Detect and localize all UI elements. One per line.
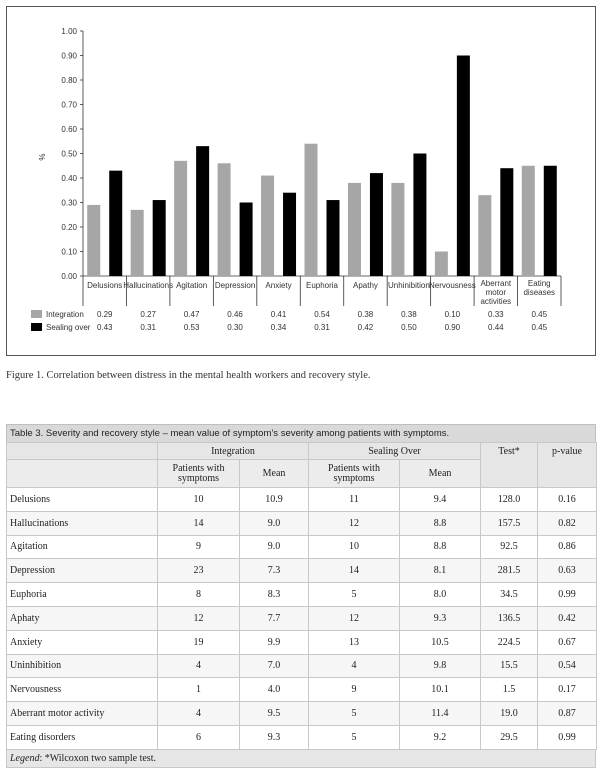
- table-row: [7, 654, 597, 678]
- category-label: activities: [480, 297, 512, 306]
- data-value-label: 0.34: [270, 323, 287, 332]
- table-cell: 224.5: [481, 630, 538, 654]
- table-cell: 1: [158, 678, 240, 702]
- table-cell: 10.5: [400, 630, 481, 654]
- row-label: Hallucinations: [7, 511, 158, 535]
- table-cell: 29.5: [481, 725, 538, 749]
- table-cell: 9: [309, 678, 400, 702]
- table-cell: 9.3: [240, 725, 309, 749]
- y-tick-label: 0.60: [61, 125, 77, 134]
- table-row: [7, 535, 597, 559]
- table-cell: 0.63: [538, 559, 597, 583]
- y-tick-label: 0.40: [61, 174, 77, 183]
- header-mean-integration: Mean: [240, 460, 309, 488]
- table-cell: 9.0: [240, 535, 309, 559]
- header-test: Test*: [481, 443, 538, 488]
- table-cell: 11: [309, 488, 400, 512]
- row-label: Eating disorders: [7, 725, 158, 749]
- data-value-label: 0.44: [488, 323, 504, 332]
- bar-integration: [261, 176, 274, 276]
- bar-sealing-over: [283, 193, 296, 276]
- table-cell: 9.2: [400, 725, 481, 749]
- y-tick-label: 0.00: [61, 272, 77, 281]
- y-tick-label: 0.50: [61, 149, 77, 159]
- bar-sealing-over: [109, 171, 122, 276]
- table-cell: 12: [309, 511, 400, 535]
- data-value-label: 0.33: [488, 310, 504, 319]
- bar-integration: [305, 144, 318, 276]
- category-label: Apathy: [353, 281, 378, 290]
- table-cell: 281.5: [481, 559, 538, 583]
- table-cell: 8.1: [400, 559, 481, 583]
- data-value-label: 0.43: [96, 323, 113, 332]
- data-table: [6, 442, 597, 750]
- table-cell: 0.86: [538, 535, 597, 559]
- header-sealing-over: Sealing Over: [309, 443, 481, 460]
- bar-sealing-over: [500, 168, 513, 276]
- header-mean-sealing: Mean: [400, 460, 481, 488]
- category-label: Anxiety: [265, 281, 292, 290]
- bar-sealing-over: [327, 200, 340, 276]
- data-value-label: 0.30: [227, 323, 243, 332]
- table-row: [7, 678, 597, 702]
- table-legend: [6, 750, 596, 768]
- table-cell: 9.0: [240, 511, 309, 535]
- table-cell: 9.8: [400, 654, 481, 678]
- table-row: [7, 606, 597, 630]
- table-row: [7, 488, 597, 512]
- table-cell: 10.9: [240, 488, 309, 512]
- legend-text: : *Wilcoxon two sample test.: [39, 752, 156, 764]
- table-cell: 5: [309, 725, 400, 749]
- data-value-label: 0.38: [357, 310, 374, 319]
- table-cell: 14: [158, 511, 240, 535]
- y-tick-label: 0.30: [61, 198, 77, 208]
- data-value-label: 0.53: [183, 323, 200, 332]
- legend-label: Sealing over: [46, 323, 91, 332]
- table-cell: 4: [309, 654, 400, 678]
- y-tick-label: 0.20: [61, 223, 77, 232]
- table-cell: 4.0: [240, 678, 309, 702]
- table-cell: 8: [158, 583, 240, 607]
- category-label: Hallucinations: [123, 281, 174, 290]
- table-cell: 10.1: [400, 678, 481, 702]
- table-cell: 4: [158, 702, 240, 726]
- table-row: [7, 725, 597, 749]
- table-row: [7, 583, 597, 607]
- table-cell: 8.0: [400, 583, 481, 607]
- table-cell: 19.0: [481, 702, 538, 726]
- table-cell: 0.82: [538, 511, 597, 535]
- data-value-label: 0.90: [444, 323, 461, 332]
- table-cell: 34.5: [481, 583, 538, 607]
- data-value-label: 0.47: [183, 310, 200, 319]
- row-label: Euphoria: [7, 583, 158, 607]
- category-label: Depression: [214, 281, 256, 290]
- bar-integration: [435, 252, 448, 277]
- table-row: [7, 559, 597, 583]
- bar-integration: [131, 210, 144, 276]
- y-tick-label: 0.90: [61, 51, 77, 61]
- row-label: Anxiety: [7, 630, 158, 654]
- table-row: [7, 630, 597, 654]
- data-value-label: 0.42: [357, 323, 374, 332]
- legend-label: Legend: [10, 752, 40, 764]
- table-row: [7, 702, 597, 726]
- severity-table: [6, 424, 596, 768]
- data-value-label: 0.41: [270, 310, 287, 319]
- table-cell: 7.3: [240, 559, 309, 583]
- table-cell: 14: [309, 559, 400, 583]
- data-value-label: 0.46: [227, 310, 243, 319]
- table-cell: 12: [158, 606, 240, 630]
- table-cell: 9: [158, 535, 240, 559]
- bar-integration: [218, 163, 231, 276]
- y-tick-label: 0.70: [61, 100, 77, 110]
- bar-sealing-over: [457, 56, 470, 277]
- bar-integration: [391, 183, 404, 276]
- table-cell: 12: [309, 606, 400, 630]
- table-cell: 9.3: [400, 606, 481, 630]
- header-integration: Integration: [158, 443, 309, 460]
- legend-swatch-integration: [31, 310, 42, 318]
- table-cell: 5: [309, 583, 400, 607]
- row-label: Depression: [7, 559, 158, 583]
- table-cell: 8.8: [400, 535, 481, 559]
- category-label: motor: [485, 288, 507, 297]
- data-value-label: 0.29: [96, 310, 113, 319]
- row-label: Uninhibition: [7, 654, 158, 678]
- table-cell: 136.5: [481, 606, 538, 630]
- table-cell: 19: [158, 630, 240, 654]
- bar-sealing-over: [370, 173, 383, 276]
- figure-panel: [6, 6, 596, 356]
- table-cell: 23: [158, 559, 240, 583]
- data-value-label: 0.38: [401, 310, 417, 319]
- table-cell: 128.0: [481, 488, 538, 512]
- bar-sealing-over: [240, 203, 253, 277]
- table-cell: 11.4: [400, 702, 481, 726]
- row-label: Nervousness: [7, 678, 158, 702]
- table-cell: 10: [309, 535, 400, 559]
- row-label: Aberrant motor activity: [7, 702, 158, 726]
- table-cell: 8.8: [400, 511, 481, 535]
- bar-integration: [522, 166, 535, 276]
- table-cell: 13: [309, 630, 400, 654]
- category-label: diseases: [523, 288, 556, 297]
- bar-sealing-over: [196, 146, 209, 276]
- header-empty: [7, 460, 158, 488]
- row-label: Agitation: [7, 535, 158, 559]
- y-tick-label: 1.00: [61, 27, 77, 36]
- category-label: Delusions: [87, 281, 123, 290]
- y-tick-label: 0.10: [61, 247, 77, 257]
- table-cell: 6: [158, 725, 240, 749]
- data-value-label: 0.27: [140, 310, 156, 319]
- bar-integration: [87, 205, 100, 276]
- table-cell: 0.99: [538, 583, 597, 607]
- data-value-label: 0.45: [531, 323, 548, 332]
- table-cell: 4: [158, 654, 240, 678]
- table-cell: 9.5: [240, 702, 309, 726]
- bar-integration: [174, 161, 187, 276]
- row-label: Delusions: [7, 488, 158, 512]
- table-cell: 7.7: [240, 606, 309, 630]
- header-patients-sealing: Patients with symptoms: [309, 460, 400, 488]
- header-patients-integration: Patients with symptoms: [158, 460, 240, 488]
- table-cell: 0.54: [538, 654, 597, 678]
- table-cell: 9.4: [400, 488, 481, 512]
- table-cell: 92.5: [481, 535, 538, 559]
- bar-integration: [478, 195, 491, 276]
- bar-sealing-over: [544, 166, 557, 276]
- group-header-row: [7, 443, 597, 460]
- legend-label: Integration: [46, 310, 84, 319]
- data-value-label: 0.10: [444, 310, 461, 319]
- category-label: Euphoria: [305, 281, 339, 290]
- table-cell: 10: [158, 488, 240, 512]
- table-cell: 1.5: [481, 678, 538, 702]
- data-value-label: 0.31: [314, 323, 330, 332]
- table-cell: 0.87: [538, 702, 597, 726]
- category-label: Nervousness: [429, 281, 476, 290]
- header-empty: [7, 443, 158, 460]
- legend-swatch-sealing-over: [31, 323, 42, 331]
- figure-caption: Figure 1. Correlation between distress in the mental health workers and recovery style.: [6, 370, 371, 381]
- table-cell: 8.3: [240, 583, 309, 607]
- bar-chart: [7, 7, 597, 357]
- y-tick-label: 0.80: [61, 76, 77, 85]
- category-label: Eating: [527, 279, 551, 288]
- row-label: Aphaty: [7, 606, 158, 630]
- y-axis-label: %: [38, 153, 47, 161]
- table-title: Table 3. Severity and recovery style – mean value of symptom’s severity among patients with symptoms.: [6, 424, 596, 442]
- data-value-label: 0.54: [314, 310, 330, 319]
- header-p-value: p-value: [538, 443, 597, 488]
- category-label: Unhinibition: [388, 281, 430, 290]
- table-cell: 0.42: [538, 606, 597, 630]
- table-cell: 15.5: [481, 654, 538, 678]
- table-cell: 9.9: [240, 630, 309, 654]
- table-cell: 0.67: [538, 630, 597, 654]
- bar-integration: [348, 183, 361, 276]
- bar-sealing-over: [153, 200, 166, 276]
- table-cell: 0.17: [538, 678, 597, 702]
- data-value-label: 0.31: [140, 323, 156, 332]
- table-cell: 7.0: [240, 654, 309, 678]
- table-cell: 0.16: [538, 488, 597, 512]
- category-label: Agitation: [176, 281, 208, 290]
- table-cell: 0.99: [538, 725, 597, 749]
- table-cell: 5: [309, 702, 400, 726]
- data-value-label: 0.45: [531, 310, 548, 319]
- table-row: [7, 511, 597, 535]
- bar-sealing-over: [413, 154, 426, 277]
- data-value-label: 0.50: [401, 323, 417, 332]
- table-cell: 157.5: [481, 511, 538, 535]
- category-label: Aberrant: [480, 279, 512, 288]
